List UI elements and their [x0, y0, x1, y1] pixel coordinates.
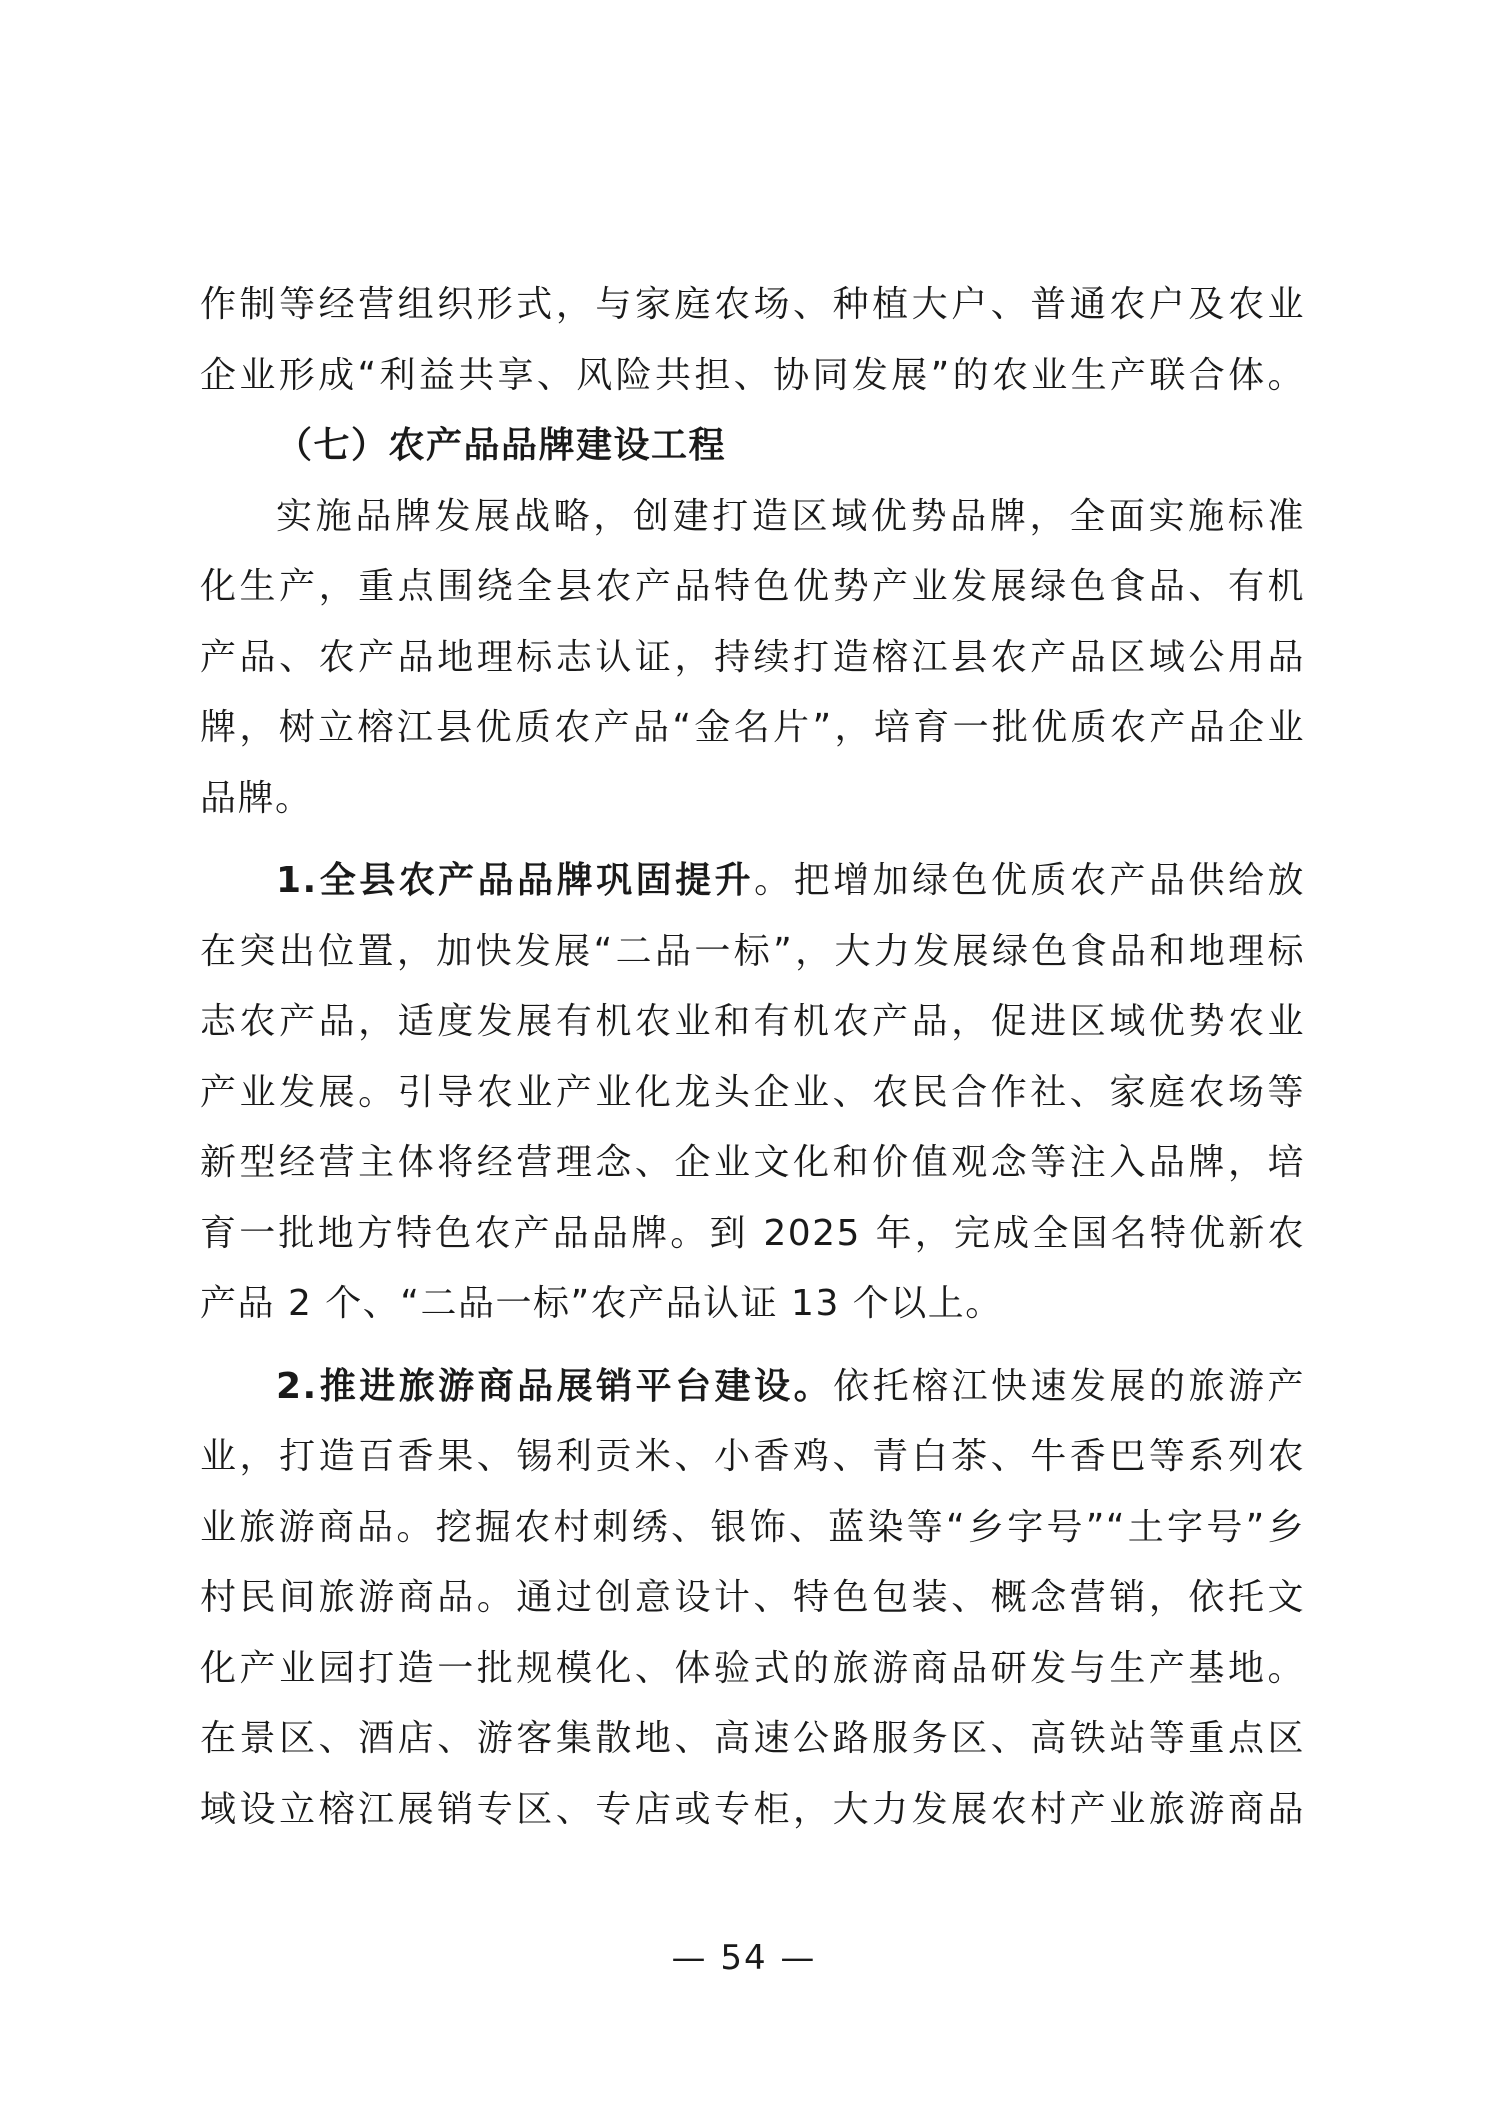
item-1-lead: 1.全县农产品品牌巩固提升	[276, 860, 755, 901]
paragraph-line: 新型经营主体将经营理念、企业文化和价值观念等注入品牌，培	[200, 1142, 1305, 1183]
paragraph-line: 志农产品，适度发展有机农业和有机农产品，促进区域优势农业	[200, 1001, 1305, 1042]
paragraph-gap	[200, 834, 1305, 846]
paragraph-line: 牌，树立榕江县优质农产品“金名片”，培育一批优质农产品企业	[200, 707, 1305, 748]
paragraph-line: 产品、农产品地理标志认证，持续打造榕江县农产品区域公用品	[200, 636, 1305, 678]
paragraph-line: 化生产，重点围绕全县农产品特色优势产业发展绿色食品、有机	[200, 566, 1305, 607]
section-heading: （七）农产品品牌建设工程	[276, 425, 727, 466]
item-2-first-rest: 依托榕江快速发展的旅游产	[833, 1365, 1305, 1407]
paragraph-line: 业旅游商品。挖掘农村刺绣、银饰、蓝染等“乡字号”“土字号”乡	[200, 1506, 1305, 1548]
item-2-lead: 2.推进旅游商品展销平台建设。	[276, 1365, 834, 1407]
paragraph-line: 在景区、酒店、游客集散地、高速公路服务区、高铁站等重点区	[200, 1718, 1305, 1759]
paragraph-line: 产品 2 个、“二品一标”农产品认证 13 个以上。	[200, 1283, 1003, 1324]
item-1-first-line	[200, 846, 1305, 917]
paragraph-line: 化产业园打造一批规模化、体验式的旅游商品研发与生产基地。	[200, 1647, 1305, 1689]
page-number: — 54 —	[671, 1938, 817, 1978]
paragraph-line: 业，打造百香果、锡利贡米、小香鸡、青白茶、牛香巴等系列农	[200, 1436, 1305, 1477]
paragraph-line: 企业形成“利益共享、风险共担、协同发展”的农业生产联合体。	[200, 354, 1305, 396]
paragraph-line: 育一批地方特色农产品品牌。到 2025 年，完成全国名特优新农	[200, 1212, 1305, 1254]
item-2-first-line	[200, 1352, 1305, 1423]
paragraph-line: 产业发展。引导农业产业化龙头企业、农民合作社、家庭农场等	[200, 1071, 1305, 1113]
body-text	[200, 270, 1305, 1845]
paragraph-line: 村民间旅游商品。通过创意设计、特色包装、概念营销，依托文	[200, 1577, 1305, 1618]
paragraph-line: 作制等经营组织形式，与家庭农场、种植大户、普通农户及农业	[200, 284, 1305, 325]
paragraph-line: 品牌。	[200, 777, 313, 819]
paragraph-gap	[200, 1340, 1305, 1352]
paragraph-line: 在突出位置，加快发展“二品一标”，大力发展绿色食品和地理标	[200, 930, 1305, 972]
paragraph-line: 域设立榕江展销专区、专店或专柜，大力发展农村产业旅游商品	[200, 1788, 1305, 1830]
paragraph-line: 实施品牌发展战略，创建打造区域优势品牌，全面实施标准	[276, 495, 1305, 537]
item-1-first-rest: 。把增加绿色优质农产品供给放	[754, 860, 1305, 901]
